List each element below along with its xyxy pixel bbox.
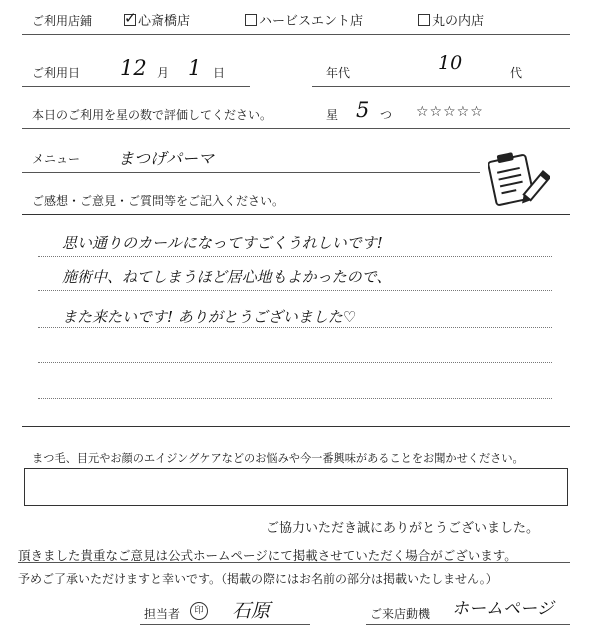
store-option-label: ハービスエント店 [259, 14, 364, 29]
divider [18, 562, 570, 563]
dotted-rule [38, 362, 552, 363]
dotted-rule [38, 290, 552, 291]
dotted-rule [38, 327, 552, 328]
store-option-marunouchi[interactable] [418, 10, 484, 29]
dotted-rule [38, 398, 552, 399]
divider [22, 172, 480, 173]
seal-icon: 印 [190, 602, 208, 620]
staff-value: 石原 [232, 600, 271, 622]
divider [22, 128, 570, 129]
comment-line-2: 施術中、ねてしまうほど居心地もよかったので、 [62, 268, 392, 286]
store-option-label: 心斎橋店 [138, 14, 191, 29]
age-value: 10 [438, 52, 463, 74]
divider [22, 426, 570, 427]
checkbox-icon [124, 9, 137, 27]
star-rating-icons: ☆☆☆☆☆ [416, 104, 484, 120]
notice-line-2: 予めご了承いただけますと幸いです。（掲載の際にはお名前の部分は掲載いたしません。） [18, 572, 498, 586]
menu-label: メニュー [32, 152, 81, 166]
divider [312, 86, 570, 87]
clipboard-pencil-icon [488, 150, 550, 210]
check-mark-icon: ✓ [124, 9, 137, 27]
menu-value: まつげパーマ [118, 149, 215, 168]
divider [22, 214, 570, 215]
month-unit: 月 [157, 66, 170, 80]
comments-label: ご感想・ご意見・ご質問等をご記入ください。 [32, 194, 285, 208]
star-label: 星 [326, 108, 339, 122]
store-label: ご利用店鋪 [32, 14, 93, 28]
thanks-text: ご協力いただき誠にありがとうございました。 [266, 521, 540, 536]
dotted-rule [38, 256, 552, 257]
divider [140, 624, 310, 625]
source-value: ホームページ [452, 599, 554, 619]
comment-line-3: また来たいです! ありがとうございました♡ [62, 308, 357, 326]
age-label: 年代 [326, 66, 351, 80]
star-unit: つ [380, 108, 393, 122]
date-label: ご利用日 [32, 66, 81, 80]
store-option-harbis[interactable] [245, 10, 363, 29]
checkbox-icon [245, 14, 257, 26]
divider [366, 624, 570, 625]
star-value: 5 [356, 98, 370, 122]
notice-line-1: 頂きました貴重なご意見は公式ホームページにて掲載させていただく場合がございます。 [18, 548, 517, 563]
age-unit: 代 [510, 66, 523, 80]
day-value: 1 [188, 56, 202, 80]
day-unit: 日 [213, 66, 226, 80]
comment-line-1: 思い通りのカールになってすごくうれしいです! [62, 234, 383, 252]
store-option-label: 丸の内店 [432, 14, 485, 29]
divider [22, 86, 250, 87]
staff-label: 担当者 [144, 607, 181, 621]
source-label: ご来店動機 [370, 607, 431, 621]
concerns-label: まつ毛、目元やお顔のエイジングケアなどのお悩みや今一番興味があることをお聞かせください。 [32, 452, 524, 465]
month-value: 12 [120, 56, 147, 80]
rating-label: 本日のご利用を星の数で評価してください。 [32, 108, 273, 122]
concerns-input-box[interactable] [24, 468, 568, 506]
store-option-shinsaibashi[interactable] [124, 10, 190, 29]
divider [22, 34, 570, 35]
checkbox-icon [418, 14, 430, 26]
